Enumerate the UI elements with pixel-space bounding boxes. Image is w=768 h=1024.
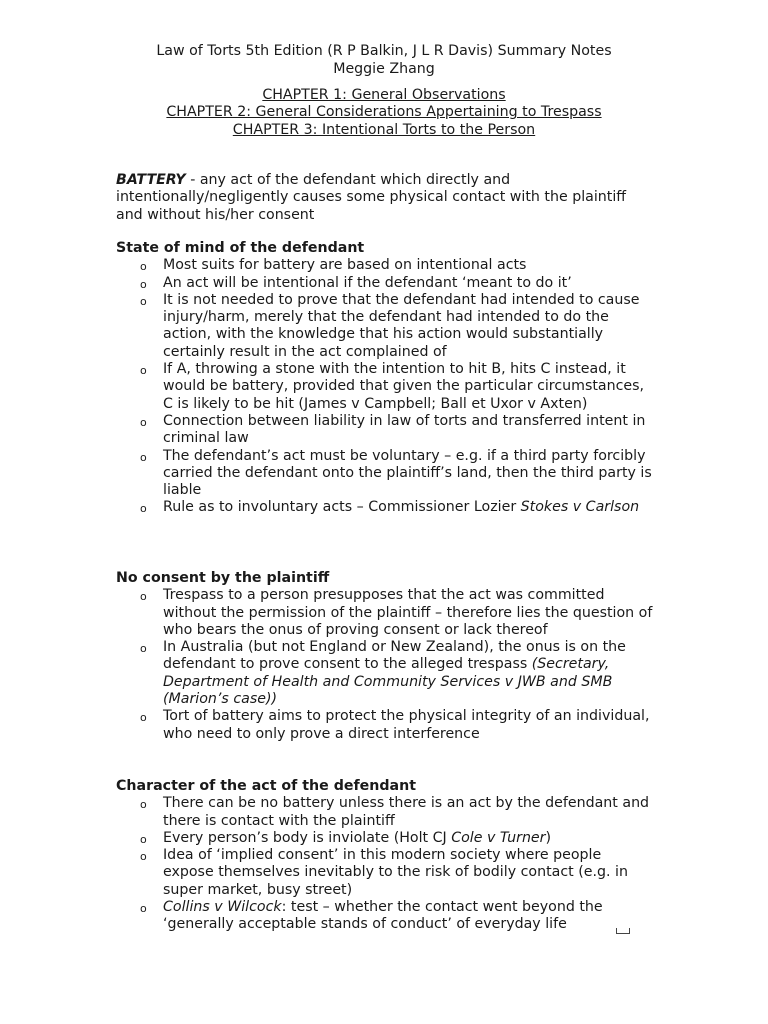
list-item: o In Australia (but not England or New Zealand), the onus is on the defendant to prove consent to the alleged trespass (Secretary, Department of Health and Community Services v JWB and SMB (Marion’s case)) [116, 639, 656, 708]
section-heading: No consent by the plaintiff [116, 570, 330, 586]
battery-definition [116, 172, 656, 224]
list-item: o Tort of battery aims to protect the physical integrity of an individual, who need to only prove a direct interference [116, 708, 656, 743]
list-item: o An act will be intentional if the defendant ‘meant to do it’ [116, 275, 656, 292]
list-item: o The defendant’s act must be voluntary – e.g. if a third party forcibly carried the defendant onto the plaintiff’s land, then the third party is liable [116, 448, 656, 500]
list-item: o Most suits for battery are based on intentional acts [116, 257, 656, 274]
section-state-of-mind [116, 240, 656, 517]
chapter-headings [0, 87, 768, 139]
document-header [0, 42, 768, 78]
document-author: Meggie Zhang [333, 61, 435, 77]
list-item: o Connection between liability in law of torts and transferred intent in criminal law [116, 413, 656, 448]
battery-definition-text: - any act of the defendant which directly and intentionally/negligently causes some physical contact with the plaintiff and without his/her consent [116, 172, 627, 223]
list-item: o Collins v Wilcock: test – whether the contact went beyond the ‘generally acceptable stands of conduct’ of everyday life [116, 899, 656, 934]
list-item: o If A, throwing a stone with the intention to hit B, hits C instead, it would be battery, provided that given the particular circumstances, C is likely to be hit (James v Campbell; Ball et Uxor v Axten) [116, 361, 656, 413]
section-character-of-act [116, 778, 656, 934]
document-title: Law of Torts 5th Edition (R P Balkin, J L R Davis) Summary Notes [156, 43, 612, 59]
footer-mark-icon [616, 928, 630, 934]
chapter-heading-2: CHAPTER 2: General Considerations Appertaining to Trespass [166, 104, 602, 121]
section-no-consent [116, 570, 656, 743]
bullet-list [116, 587, 656, 743]
list-item: o Rule as to involuntary acts – Commissioner Lozier Stokes v Carlson [116, 499, 656, 516]
battery-term: BATTERY [116, 172, 186, 188]
chapter-heading-1: CHAPTER 1: General Observations [262, 87, 506, 103]
list-item: o Trespass to a person presupposes that the act was committed without the permission of the plaintiff – therefore lies the question of who bears the onus of proving consent or lack thereof [116, 587, 656, 639]
bullet-list [116, 795, 656, 933]
list-item: o Every person’s body is inviolate (Holt CJ Cole v Turner) [116, 830, 656, 847]
chapter-heading-3: CHAPTER 3: Intentional Torts to the Person [232, 121, 536, 138]
bullet-list [116, 257, 656, 516]
section-heading: State of mind of the defendant [116, 240, 365, 256]
list-item: o It is not needed to prove that the defendant had intended to cause injury/harm, merely that the defendant had intended to do the action, with the knowledge that his action would substantially certainly result in the act complained of [116, 292, 656, 361]
list-item: o There can be no battery unless there is an act by the defendant and there is contact with the plaintiff [116, 795, 656, 830]
section-heading: Character of the act of the defendant [116, 778, 417, 794]
list-item: o Idea of ‘implied consent’ in this modern society where people expose themselves inevitably to the risk of bodily contact (e.g. in super market, busy street) [116, 847, 656, 899]
